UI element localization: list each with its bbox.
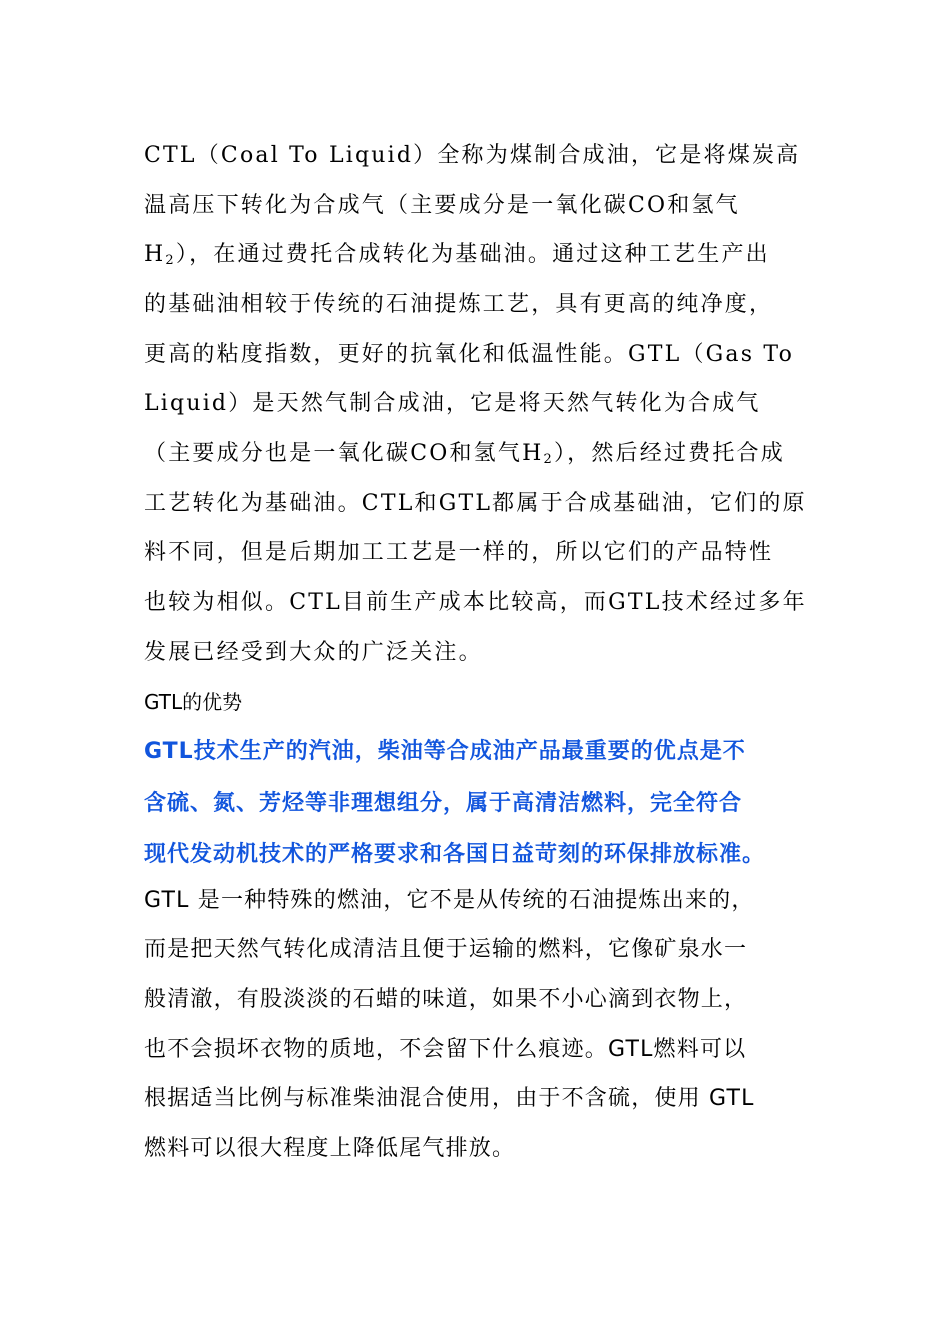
paragraph1-line-7 <box>144 436 785 467</box>
highlight-line-2: 含硫、氮、芳烃等非理想组分，属于高清洁燃料，完全符合 <box>144 791 743 816</box>
paragraph1-line-10: 也较为相似。CTL目前生产成本比较高，而GTL技术经过多年 <box>144 590 807 615</box>
section-heading: GTL的优势 <box>144 690 243 714</box>
paragraph1-line-6: Liquid）是天然气制合成油，它是将天然气转化为合成气 <box>144 391 761 416</box>
paragraph1-line-4: 的基础油相较于传统的石油提炼工艺，具有更高的纯净度， <box>144 292 774 317</box>
paragraph1-line-2: 温高压下转化为合成气（主要成分是一氧化碳CO和氢气 <box>144 193 740 218</box>
hydrogen-symbol: H <box>144 242 166 267</box>
paragraph3-line-1: GTL 是一种特殊的燃油，它不是从传统的石油提炼出来的， <box>144 888 755 913</box>
paragraph1-line-3-text: ），在通过费托合成转化为基础油。通过这种工艺生产出 <box>175 242 770 267</box>
paragraph1-line-7-text-b: ），然后经过费托合成 <box>553 441 785 466</box>
paragraph1-line-5: 更高的粘度指数，更好的抗氧化和低温性能。GTL（Gas To <box>144 342 795 367</box>
paragraph3-line-3: 般清澈，有股淡淡的石蜡的味道，如果不小心滴到衣物上， <box>144 987 748 1012</box>
paragraph1-line-8: 工艺转化为基础油。CTL和GTL都属于合成基础油，它们的原 <box>144 491 807 516</box>
highlight-line-3: 现代发动机技术的严格要求和各国日益苛刻的环保排放标准。 <box>144 842 766 867</box>
paragraph1-line-7-text-a: （主要成分也是一氧化碳CO和氢气H <box>144 441 544 466</box>
hydrogen-subscript-2: 2 <box>543 452 554 467</box>
paragraph3-line-4: 也不会损坏衣物的质地，不会留下什么痕迹。GTL燃料可以 <box>144 1037 747 1062</box>
paragraph1-line-3 <box>144 237 770 268</box>
paragraph3-line-5: 根据适当比例与标准柴油混合使用，由于不含硫，使用 GTL <box>144 1086 755 1111</box>
paragraph3-line-6: 燃料可以很大程度上降低尾气排放。 <box>144 1136 516 1161</box>
paragraph1-line-1: CTL（Coal To Liquid）全称为煤制合成油，它是将煤炭高 <box>144 143 801 168</box>
hydrogen-subscript: 2 <box>165 253 176 268</box>
paragraph1-line-9: 料不同，但是后期加工工艺是一样的，所以它们的产品特性 <box>144 540 774 565</box>
paragraph1-line-11: 发展已经受到大众的广泛关注。 <box>144 640 483 665</box>
highlight-line-1: GTL技术生产的汽油，柴油等合成油产品最重要的优点是不 <box>144 739 746 764</box>
paragraph3-line-2: 而是把天然气转化成清洁且便于运输的燃料，它像矿泉水一 <box>144 937 748 962</box>
